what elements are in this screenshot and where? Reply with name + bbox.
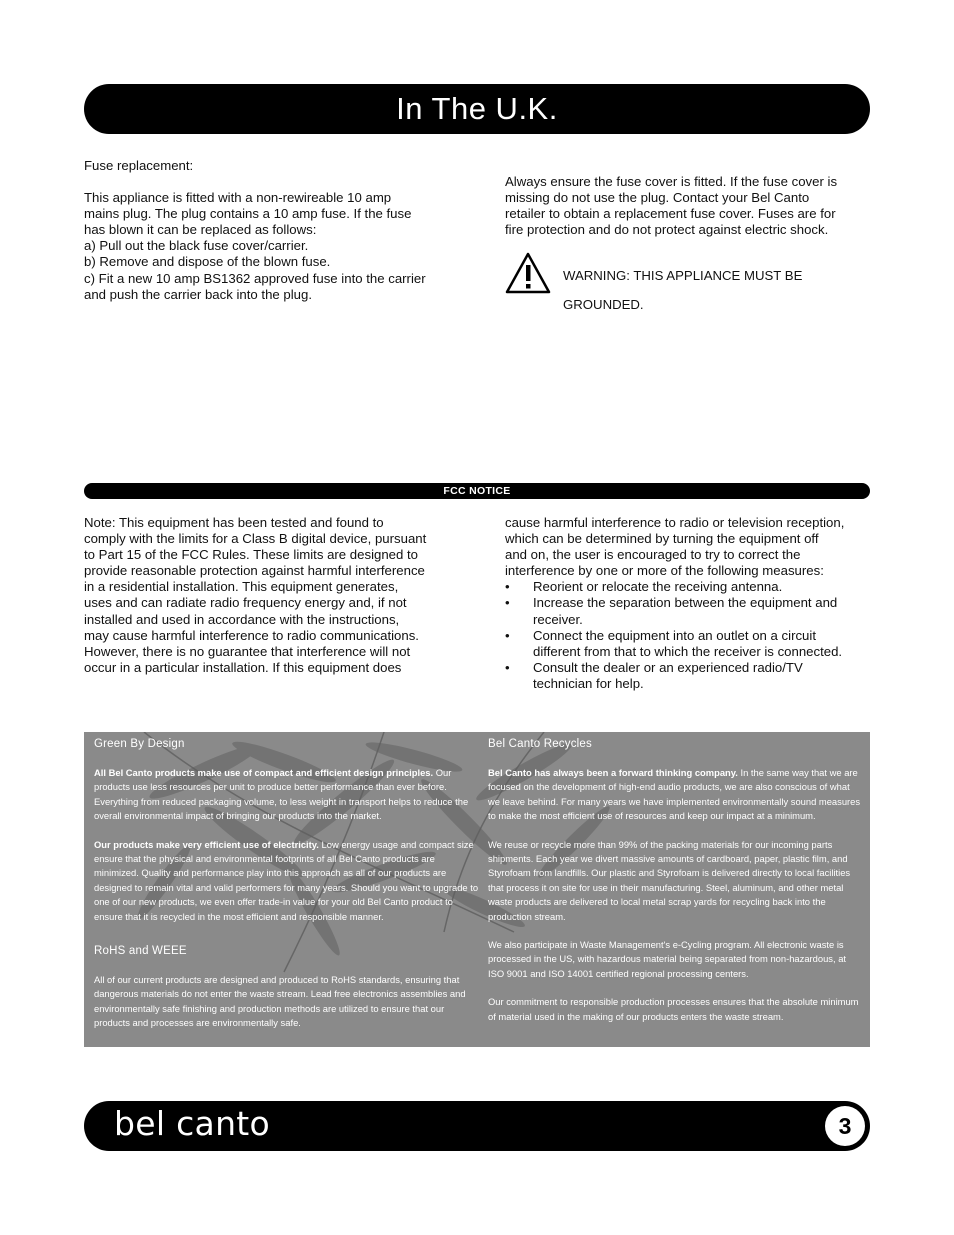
fuse-text-line: and push the carrier back into the plug. (84, 286, 312, 302)
fcc-measure-item (505, 595, 875, 627)
bullet-glyph: • (505, 595, 510, 611)
fcc-measure-item (505, 660, 875, 692)
green-info-panel (84, 732, 870, 1047)
fcc-text-line: cause harmful interference to radio or television reception, (505, 515, 845, 530)
fcc-text-left (84, 515, 464, 676)
fuse-text-line (84, 174, 464, 190)
footer-bar (84, 1101, 870, 1151)
title-banner (84, 84, 870, 134)
fcc-measures-list (505, 579, 875, 692)
fcc-text-line: which can be determined by turning the equipment off (505, 531, 819, 547)
page-number: 3 (825, 1106, 865, 1146)
fuse-text-line: has blown it can be replaced as follows: (84, 222, 317, 238)
fcc-measure-text: different from that to which the receiver is connected. (533, 643, 843, 659)
fcc-measure-text: Connect the equipment into an outlet on a circuit (533, 627, 816, 643)
fcc-text-line: However, there is no guarantee that interference will not (84, 643, 411, 659)
recycles-heading: Bel Canto Recycles (488, 738, 592, 750)
fcc-text-line: may cause harmful interference to radio communications. (84, 627, 419, 643)
fuse-text-line: c) Fit a new 10 amp BS1362 approved fuse into the carrier (84, 270, 426, 286)
fcc-text-line: interference by one or more of the following measures: (505, 563, 824, 579)
bullet-glyph: • (505, 579, 510, 595)
recycles-paragraph-2: We reuse or recycle more than 99% of the packing materials for our incoming parts shipments. Each year we divert massive amounts of cardboard, paper, plastic film, and Styrofoam from landfills. Our plastic and Styrofoam is delivered directly to local facilities that process it on site for use in their manufacturing. Steel, aluminum, and other metal waste products are delivered to local metal scrap yards for recycling back into the production stream. (488, 838, 851, 922)
fuse-text-line: Fuse replacement: (84, 158, 194, 173)
green-by-design-heading: Green By Design (94, 738, 185, 750)
fuse-text-line: a) Pull out the black fuse cover/carrier. (84, 238, 309, 254)
fcc-text-line: provide reasonable protection against harmful interference (84, 563, 425, 579)
fuse-text-line: b) Remove and dispose of the blown fuse. (84, 254, 331, 270)
fcc-intro (505, 515, 875, 579)
warning-text (563, 255, 863, 327)
fcc-text-line: and on, the user is encouraged to try to correct the (505, 547, 801, 563)
bel-canto-recycles-column (488, 737, 864, 1024)
fcc-measure-item (505, 579, 875, 595)
fuse-cover-line: retailer to obtain a replacement fuse cover. Fuses are for (505, 206, 836, 222)
recycles-paragraph-1: Bel Canto has always been a forward thinking company. In the same way that we are focused on the development of high-end audio products, we are also conscious of what we leave behind. For many years we have implemented environmentally sound measures to make the most efficient use of resources and keep our impact at a minimum. (488, 767, 861, 822)
fcc-measure-text: Reorient or relocate the receiving antenna. (533, 579, 783, 595)
fuse-text-line: mains plug. The plug contains a 10 amp fuse. If the fuse (84, 206, 412, 222)
fcc-text-right (505, 515, 875, 692)
bullet-glyph: • (505, 659, 510, 675)
rohs-weee-heading: RoHS and WEEE (94, 945, 187, 958)
fuse-cover-line: fire protection and do not protect against electric shock. (505, 222, 829, 238)
fcc-measure-text: receiver. (533, 611, 583, 627)
bel-canto-logo: bel canto (114, 1104, 271, 1143)
fcc-text-line: comply with the limits for a Class B digital device, pursuant (84, 531, 427, 547)
fcc-text-line: occur in a particular installation. If this equipment does (84, 659, 402, 675)
recycles-paragraph-3: We also participate in Waste Management's e-Cycling program. All electronic waste is processed in the US, with hazardous material being separated from non-hazardous, at ISO 9001 and ISO 14001 certified regional processing centers. (488, 939, 847, 979)
warning-triangle-icon (505, 252, 551, 294)
warning-line: WARNING: THIS APPLIANCE MUST BE (563, 268, 803, 284)
warning-line: GROUNDED. (563, 297, 644, 313)
recycles-paragraph-4: Our commitment to responsible production processes ensures that the absolute minimum of material used in the making of our products enters the waste stream. (488, 996, 859, 1022)
fcc-heading: FCC NOTICE (443, 485, 511, 497)
warning-notice (505, 252, 875, 313)
green-by-design-column (94, 737, 480, 1031)
fuse-replacement-text (84, 158, 464, 303)
green-paragraph-2: Our products make very efficient use of electricity. Low energy usage and compact size ensure that the physical and environmental footprints of all Bel Canto products are minimized. Quality and performance play into this approach as all of our products are designed to remain vital and valid performers for many years. Should you want to upgrade to one of our new products, we even offer trade-in value for your old Bel Canto product to ensure that it is recycled in the most efficient and responsible manner. (94, 838, 479, 922)
green-paragraph-1: All Bel Canto products make use of compact and efficient design principles. Our products use less resources per unit to produce better performance than ever before. Everything from reduced packaging volume, to less weight in transport helps to reduce the overall environmental impact of bringing our products into the market. (94, 767, 469, 822)
fuse-text-line: This appliance is fitted with a non-rewireable 10 amp (84, 190, 392, 206)
fcc-measure-text: technician for help. (533, 675, 644, 691)
fcc-measure-text: Increase the separation between the equipment and (533, 595, 838, 611)
fcc-measure-item (505, 628, 875, 660)
fcc-measure-text: Consult the dealer or an experienced radio/TV (533, 659, 803, 675)
fuse-cover-line: missing do not use the plug. Contact your Bel Canto (505, 190, 810, 206)
page-title: In The U.K. (396, 91, 558, 126)
fcc-text-line: in a residential installation. This equipment generates, (84, 579, 399, 595)
rohs-paragraph: All of our current products are designed and produced to RoHS standards, ensuring that dangerous materials do not enter the waste stream. Lead free electronics assemblies and environmentally safe finishing and production methods are utilized to ensure that our products and processes are environmentally safe. (94, 974, 466, 1029)
fuse-cover-text (505, 174, 875, 238)
fuse-cover-line: Always ensure the fuse cover is fitted. If the fuse cover is (505, 174, 838, 189)
fcc-text-line: to Part 15 of the FCC Rules. These limits are designed to (84, 547, 419, 563)
fcc-text-line: uses and can radiate radio frequency energy and, if not (84, 595, 407, 611)
fcc-notice-bar (84, 483, 870, 499)
bullet-glyph: • (505, 627, 510, 643)
fcc-text-line: installed and used in accordance with the instructions, (84, 611, 400, 627)
fcc-text-line: Note: This equipment has been tested and found to (84, 515, 384, 530)
